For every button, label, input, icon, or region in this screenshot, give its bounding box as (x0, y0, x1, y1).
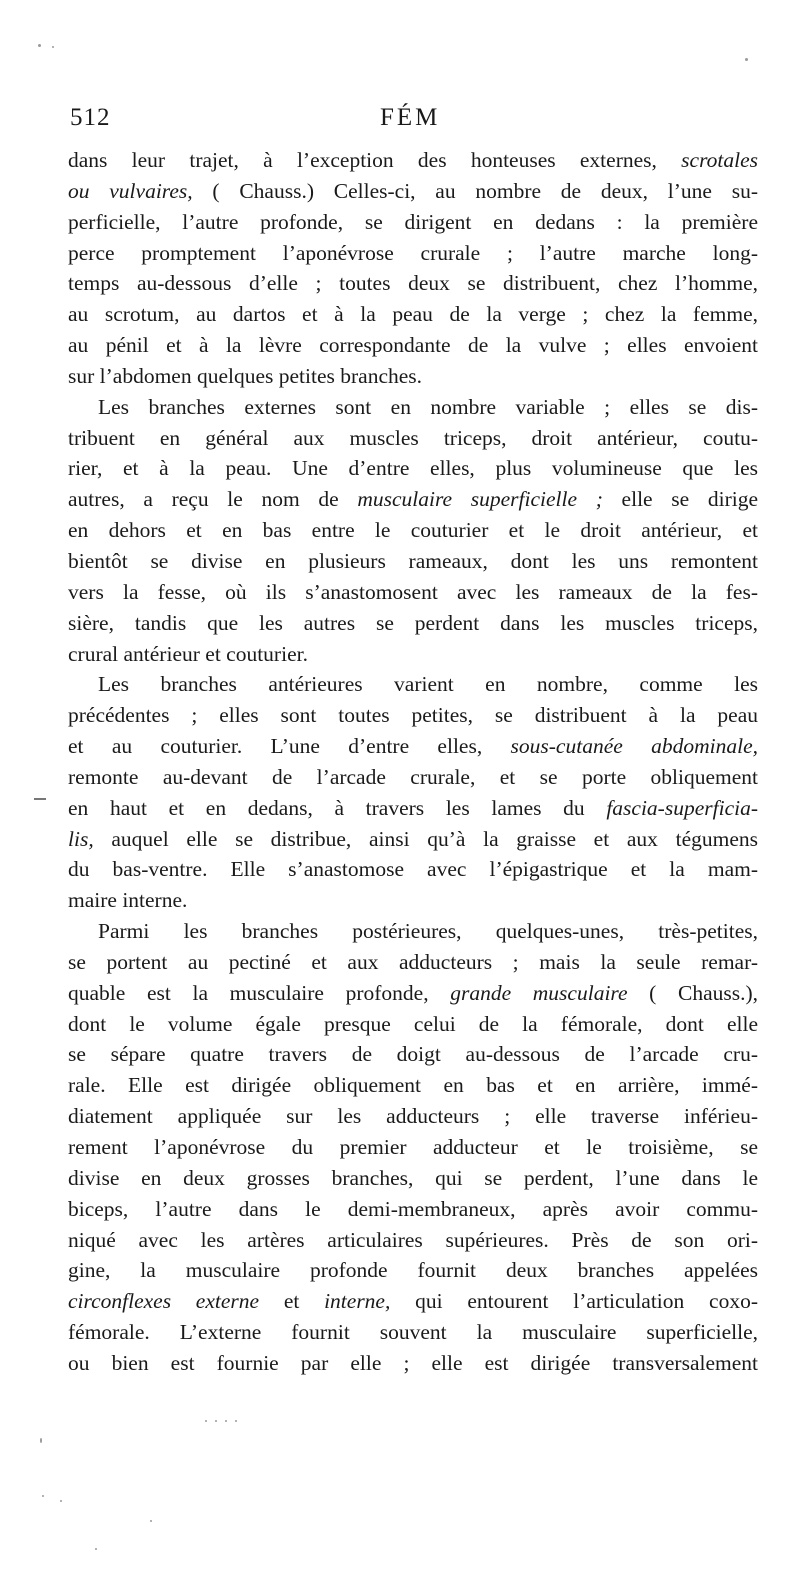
text-line: lis, auquel elle se distribue, ainsi qu’à la graisse et aux tégumens (68, 826, 758, 851)
scan-speck (205, 1420, 207, 1422)
text-line: Parmi les branches postérieures, quelques-unes, très-petites, (98, 919, 758, 944)
scan-speck (38, 44, 41, 47)
text-line: Les branches externes sont en nombre variable ; elles se dis- (98, 394, 758, 419)
text-line: fémorale. L’externe fournit souvent la musculaire superficielle, (68, 1320, 758, 1345)
text-line: perficielle, l’autre profonde, se dirigent en dedans : la première (68, 209, 758, 234)
text-line: niqué avec les artères articulaires supérieures. Près de son ori- (68, 1227, 758, 1252)
scan-mark (34, 798, 46, 800)
text-line: sur l’abdomen quelques petites branches. (68, 363, 423, 388)
scan-speck (52, 46, 54, 48)
scan-speck (60, 1500, 62, 1502)
italic-term: fascia-superficia- (606, 795, 758, 820)
italic-term: circonflexes externe (68, 1289, 260, 1314)
italic-term: sous-cutanée abdominale, (510, 734, 758, 759)
scan-speck (95, 1548, 97, 1550)
text-line: au scrotum, au dartos et à la peau de la verge ; chez la femme, (68, 302, 758, 327)
text-line: se portent au pectiné et aux adducteurs ; mais la seule remar- (68, 949, 758, 974)
italic-term: scrotales (681, 148, 758, 172)
text-line: rement l’aponévrose du premier adducteur et le troisième, se (68, 1135, 758, 1159)
text-line: autres, a reçu le nom de musculaire superficielle ; elle se dirige (68, 487, 758, 512)
italic-term: musculaire superficielle ; (357, 487, 603, 512)
italic-term: grande musculaire (450, 980, 628, 1005)
text-line: temps au-dessous d’elle ; toutes deux se distribuent, chez l’homme, (68, 271, 758, 296)
text-line: remonte au-devant de l’arcade crurale, et se porte obliquement (68, 764, 758, 789)
text-line: perce promptement l’aponévrose crurale ; l’autre marche long- (68, 240, 758, 265)
page-number: 512 (70, 104, 111, 131)
text-line: au pénil et à la lèvre correspondante de la vulve ; elles envoient (68, 333, 758, 358)
text-line: vers la fesse, où ils s’anastomosent avec les rameaux de la fes- (68, 579, 758, 604)
text-line: ou vulvaires, ( Chauss.) Celles-ci, au nombre de deux, l’une su- (68, 178, 759, 203)
text-line: et au couturier. L’une d’entre elles, sous-cutanée abdominale, (68, 734, 758, 759)
running-head: FÉM (380, 104, 441, 131)
text-line: maire interne. (68, 888, 188, 913)
paragraph (68, 392, 758, 670)
text-line: dans leur trajet, à l’exception des honteuses externes, scrotales (68, 148, 758, 172)
text-line: rale. Elle est dirigée obliquement en bas et en arrière, immé- (68, 1073, 758, 1098)
text-line: du bas-ventre. Elle s’anastomose avec l’épigastrique et la mam- (68, 857, 758, 882)
text-line: bientôt se divise en plusieurs rameaux, dont les uns remontent (68, 548, 758, 573)
text-line: tribuent en général aux muscles triceps, droit antérieur, coutu- (68, 425, 758, 450)
text-line: ou bien est fournie par elle ; elle est dirigée transversalement (68, 1350, 758, 1375)
scan-speck (215, 1420, 217, 1422)
italic-term: interne, (324, 1289, 391, 1314)
text-line: gine, la musculaire profonde fournit deux branches appelées (68, 1258, 758, 1283)
text-line: circonflexes externe et interne, qui entourent l’articulation coxo- (68, 1289, 758, 1314)
text-line: crural antérieur et couturier. (68, 641, 308, 666)
italic-term: ou vulvaires, (68, 178, 193, 203)
page-header (70, 104, 760, 144)
paragraph (68, 669, 758, 916)
italic-term: lis, (68, 826, 94, 851)
scan-speck (42, 1495, 44, 1497)
scan-speck (745, 58, 748, 61)
text-line: précédentes ; elles sont toutes petites, se distribuent à la peau (68, 703, 758, 728)
text-line: diatement appliquée sur les adducteurs ; elle traverse inférieu- (68, 1104, 758, 1129)
scan-speck (40, 1438, 42, 1443)
text-line: en dehors et en bas entre le couturier et le droit antérieur, et (68, 518, 758, 543)
text-line: se sépare quatre travers de doigt au-dessous de l’arcade cru- (68, 1042, 758, 1067)
text-line: rier, et à la peau. Une d’entre elles, plus volumineuse que les (68, 456, 758, 481)
text-line: quable est la musculaire profonde, grande musculaire ( Chauss.), (68, 980, 758, 1005)
text-line: en haut et en dedans, à travers les lames du fascia-superficia- (68, 795, 758, 820)
paragraph (68, 916, 758, 1379)
scan-speck (225, 1420, 227, 1422)
scan-speck (235, 1420, 237, 1422)
text-line: dont le volume égale presque celui de la fémorale, dont elle (68, 1011, 758, 1036)
text-line: sière, tandis que les autres se perdent dans les muscles triceps, (68, 610, 758, 635)
text-line: biceps, l’autre dans le demi-membraneux, après avoir commu- (68, 1196, 758, 1221)
text-line: divise en deux grosses branches, qui se perdent, l’une dans le (68, 1165, 758, 1190)
paragraph (68, 145, 758, 392)
scan-speck (150, 1520, 152, 1522)
body-text (68, 145, 758, 1379)
text-line: Les branches antérieures varient en nombre, comme les (98, 672, 758, 697)
